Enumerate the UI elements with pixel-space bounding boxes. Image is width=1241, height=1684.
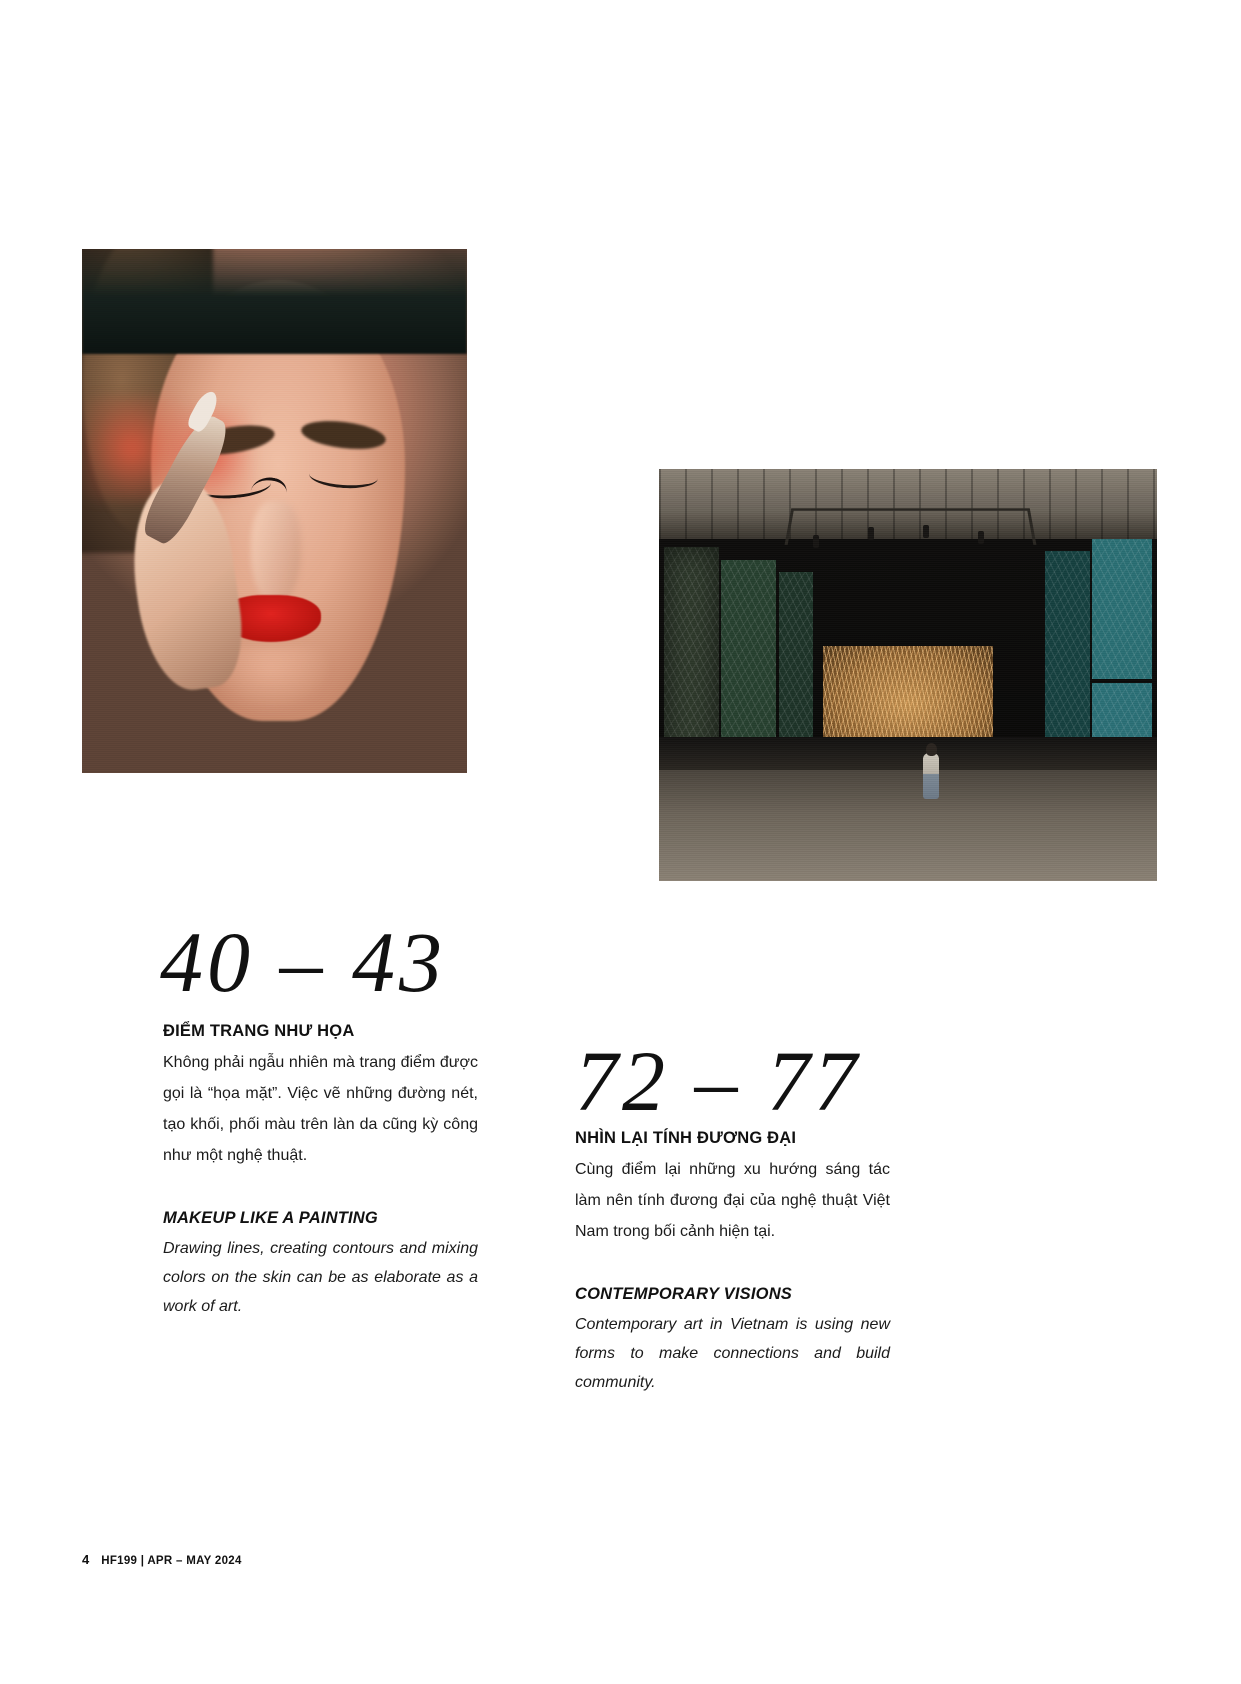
entry-right xyxy=(575,1129,890,1397)
page-range-right: 72 – 77 xyxy=(575,1033,861,1129)
page-footer xyxy=(82,1552,242,1567)
issue-line: HF199 | APR – MAY 2024 xyxy=(101,1555,242,1567)
entry-left-body-en: Drawing lines, creating contours and mixing colors on the skin can be as elaborate as a work of art. xyxy=(163,1240,478,1315)
entry-left-heading-en: MAKEUP LIKE A PAINTING xyxy=(163,1209,378,1227)
entry-left-heading-vi: ĐIỂM TRANG NHƯ HỌA xyxy=(163,1022,355,1040)
entry-left-body-vi: Không phải ngẫu nhiên mà trang điểm được gọi là “họa mặt”. Việc vẽ những đường nét, tạo khối, phối màu trên làn da cũng kỳ công như một nghệ thuật. xyxy=(163,1054,478,1164)
photo-grain-overlay xyxy=(82,249,467,773)
photo-grain-overlay xyxy=(659,469,1157,881)
folio-page-number: 4 xyxy=(82,1552,90,1567)
entry-right-heading-vi: NHÌN LẠI TÍNH ĐƯƠNG ĐẠI xyxy=(575,1129,797,1147)
entry-right-heading-en: CONTEMPORARY VISIONS xyxy=(575,1285,793,1303)
entry-right-body-en: Contemporary art in Vietnam is using new forms to make connections and build community. xyxy=(575,1316,890,1391)
gallery-feature-image xyxy=(659,469,1157,881)
page-range-left: 40 – 43 xyxy=(160,914,446,1010)
entry-left xyxy=(163,1022,478,1321)
makeup-feature-image xyxy=(82,249,467,773)
entry-right-body-vi: Cùng điểm lại những xu hướng sáng tác làm nên tính đương đại của nghệ thuật Việt Nam trong bối cảnh hiện tại. xyxy=(575,1161,890,1240)
